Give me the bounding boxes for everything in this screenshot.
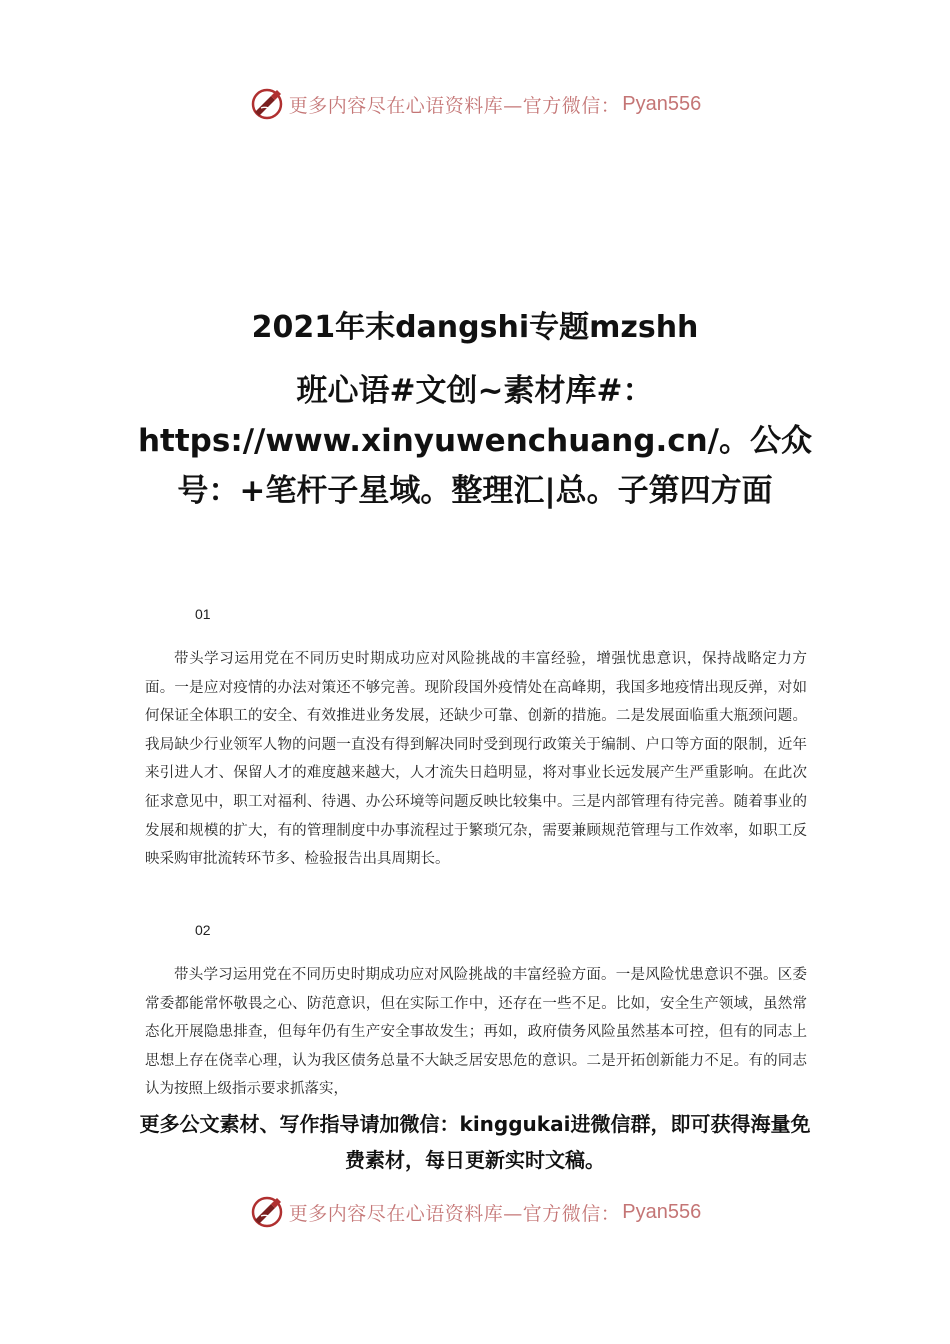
banner-text: 更多内容尽在心语资料库—官方微信： bbox=[288, 1202, 621, 1225]
section-number: 01 bbox=[195, 606, 211, 622]
banner-wechat-id: Pyan556 bbox=[622, 1200, 702, 1223]
pen-circle-logo-icon bbox=[249, 1194, 285, 1230]
section-paragraph: 带头学习运用党在不同历史时期成功应对风险挑战的丰富经验，增强忧患意识，保持战略定力方面。一是应对疫情的办法对策还不够完善。现阶段国外疫情处在高峰期，我国多地疫情出现反弹，对如何保证全体职工的安全、有效推进业务发展，还缺少可靠、创新的措施。二是发展面临重大瓶颈问题。我局缺少行业领军人物的问题一直没有得到解决同时受到现行政策关于编制、户口等方面的限制，近年来引进人才、保留人才的难度越来越大，人才流失日趋明显，将对事业长远发展产生严重影响。在此次征求意见中，职工对福利、待遇、办公环境等问题反映比较集中。三是内部管理有待完善。随着事业的发展和规模的扩大，有的管理制度中办事流程过于繁琐冗杂，需要兼顾规范管理与工作效率，如职工反映采购审批流转环节多、检验报告出具周期长。 bbox=[145, 651, 807, 868]
header-banner bbox=[0, 82, 950, 126]
promo-note: 更多公文素材、写作指导请加微信：kinggukai进微信群，即可获得海量免费素材，每日更新实时文稿。 bbox=[139, 1112, 811, 1172]
document-title bbox=[130, 302, 820, 516]
footer-banner bbox=[0, 1190, 950, 1234]
section-number: 02 bbox=[195, 922, 211, 938]
title-line-1: 2021年末dangshi专题mzshh bbox=[251, 310, 699, 345]
banner-text: 更多内容尽在心语资料库—官方微信： bbox=[288, 94, 621, 117]
section-paragraph: 带头学习运用党在不同历史时期成功应对风险挑战的丰富经验方面。一是风险忧患意识不强。区委常委都能常怀敬畏之心、防范意识，但在实际工作中，还存在一些不足。比如，安全生产领域，虽然常态化开展隐患排查，但每年仍有生产安全事故发生；再如，政府债务风险虽然基本可控，但有的同志上思想上存在侥幸心理，认为我区债务总量不大缺乏居安思危的意识。二是开拓创新能力不足。有的同志认为按照上级指示要求抓落实， bbox=[145, 967, 807, 1098]
pen-circle-logo-icon bbox=[249, 86, 285, 122]
title-line-2: 班心语#文创~素材库#：https://www.xinyuwenchuang.cn/。公众号：+笔杆子星域。整理汇|总。子第四方面 bbox=[137, 373, 813, 509]
banner-wechat-id: Pyan556 bbox=[622, 92, 702, 115]
